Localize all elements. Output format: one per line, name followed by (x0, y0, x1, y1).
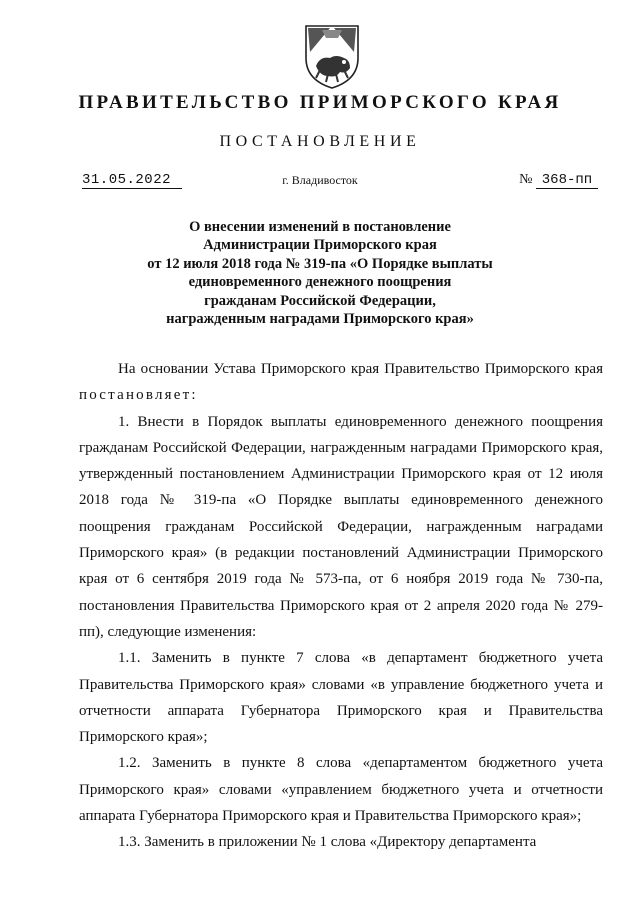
title-line: гражданам Российской Федерации, (204, 292, 436, 309)
document-number (519, 172, 598, 189)
document-date: 31.05.2022 (82, 172, 182, 189)
organization-name: ПРАВИТЕЛЬСТВО ПРИМОРСКОГО КРАЯ (78, 92, 562, 113)
title-line: О внесении изменений в постановление (189, 219, 451, 235)
document-type: ПОСТАНОВЛЕНИЕ (219, 133, 421, 150)
title-line: единовременного денежного поощрения (188, 274, 452, 291)
paragraph-1-3: 1.3. Заменить в приложении № 1 слова «Директору департамента (118, 834, 537, 851)
title-line: Администрации Приморского края (203, 237, 437, 254)
number-value: 368-пп (536, 172, 598, 189)
intro-paragraph (79, 356, 603, 409)
document-title (80, 218, 560, 328)
title-line: награжденным наградами Приморского края» (166, 311, 474, 328)
number-label: № (519, 172, 533, 187)
document-city: г. Владивосток (282, 173, 358, 187)
paragraph-1-1: 1.1. Заменить в пункте 7 слова «в департамент бюджетного учета Правительства Приморского края» словами «в управление бюджетного учета и отчетности аппарата Губернатора Приморского края и Правительства Приморского края»; (79, 650, 603, 746)
title-line: от 12 июля 2018 года № 319-па «О Порядке выплаты (147, 255, 493, 272)
resolves-word: постановляет: (79, 387, 198, 404)
document-body (79, 356, 603, 856)
paragraph-1-2: 1.2. Заменить в пункте 8 слова «департаментом бюджетного учета Приморского края» словами «управлением бюджетного учета и отчетности аппарата Губернатора Приморского края и Правительства Приморского края»; (79, 755, 603, 825)
coat-of-arms-icon (300, 22, 364, 90)
paragraph-1: 1. Внести в Порядок выплаты единовременного денежного поощрения гражданам Российской Федерации, награжденным наградами Приморского края, утвержденный постановлением Администрации Приморского края от 12 июля 2018 года № 319-па «О Порядке выплаты единовременного денежного поощрения гражданам Российской Федерации, награжденным наградами Приморского края» (в редакции постановлений Администрации Приморского края от 6 сентября 2019 года № 573-па, от 6 ноября 2019 года № 730-па, постановления Правительства Приморского края от 2 апреля 2020 года № 279-пп), следующие изменения: (79, 413, 603, 640)
intro-text: На основании Устава Приморского края Правительство Приморского края (118, 361, 603, 377)
